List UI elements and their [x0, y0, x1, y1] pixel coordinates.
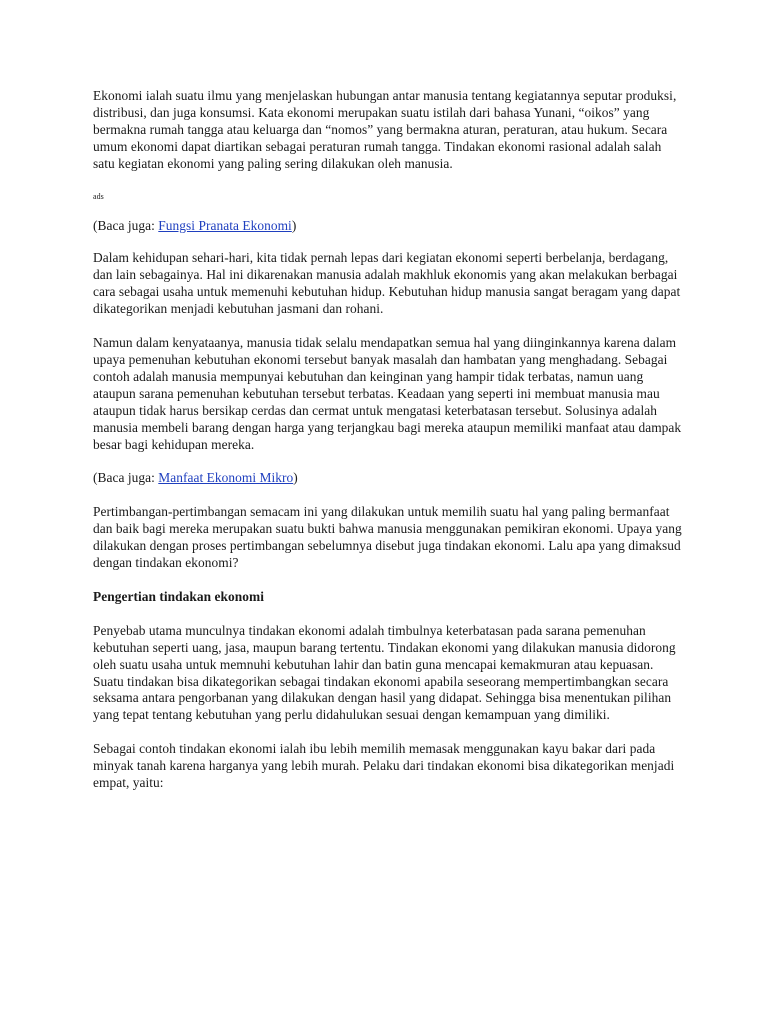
paragraph-causes: Penyebab utama munculnya tindakan ekonomi adalah timbulnya keterbatasan pada sarana pemenuhan kebutuhan seperti uang, jasa, maupun barang tertentu. Tindakan ekonomi yang dilakukan manusia didorong oleh suatu usaha untuk memnuhi kebutuhan lahir dan batin guna mencapai kemakmuran atau kepuasan. Suatu tindakan bisa dikategorikan sebagai tindakan ekonomi apabila seseorang mempertimbangkan secara seksama antara pengorbanan yang dilakukan dengan hasil yang didapat. Sehingga bisa menentukan pilihan yang tepat tentang kebutuhan yang perlu didahulukan sesuai dengan kemampuan yang dimiliki.	[93, 622, 676, 723]
paragraph-example: Sebagai contoh tindakan ekonomi ialah ibu lebih memilih memasak menggunakan kayu bakar dari pada minyak tanah karena harganya yang lebih murah. Pelaku dari tindakan ekonomi bisa dikategorikan menjadi empat, yaitu:	[93, 741, 675, 791]
read-also-manfaat-mikro	[93, 470, 683, 487]
paragraph-considerations: Pertimbangan-pertimbangan semacam ini yang dilakukan untuk memilih suatu hal yang paling bermanfaat dan baik bagi mereka merupakan suatu bukti bahwa manusia menggunakan pemikiran ekonomi. Upaya yang dilakukan dengan proses pertimbangan sebelumnya disebut juga tindakan ekonomi. Lalu apa yang dimaksud dengan tindakan ekonomi?	[93, 504, 682, 571]
ads-label: ads	[93, 191, 104, 201]
paragraph-intro: Ekonomi ialah suatu ilmu yang menjelaskan hubungan antar manusia tentang kegiatannya seputar produksi, distribusi, dan juga konsumsi. Kata ekonomi merupakan suatu istilah dari bahasa Yunani, “oikos” yang bermakna rumah tangga atau keluarga dan “nomos” yang bermakna aturan, peraturan, atau hukum. Secara umum ekonomi dapat diartikan sebagai peraturan rumah tangga. Tindakan ekonomi rasional adalah salah satu kegiatan ekonomi yang paling sering dilakukan oleh manusia.	[93, 88, 677, 171]
read-also-fungsi-pranata	[93, 218, 683, 235]
link-manfaat-ekonomi-mikro[interactable]: Manfaat Ekonomi Mikro	[158, 470, 294, 486]
link-fungsi-pranata-ekonomi[interactable]: Fungsi Pranata Ekonomi	[158, 217, 292, 233]
read-also-suffix: )	[293, 470, 298, 486]
article-body	[93, 88, 683, 792]
read-also-prefix: (Baca juga:	[93, 217, 159, 233]
paragraph-reality: Namun dalam kenyataanya, manusia tidak selalu mendapatkan semua hal yang diinginkannya karena dalam upaya pemenuhan kebutuhan ekonomi tersebut banyak masalah dan hambatan yang menghadang. Sebagai contoh adalah manusia mempunyai kebutuhan dan keinginan yang hampir tidak terbatas, namun uang ataupun sarana pemenuhan kebutuhan tersebut terbatas. Keadaan yang seperti ini membuat manusia mau ataupun tidak harus bersikap cerdas dan cermat untuk mengatasi keterbatasan tersebut. Solusinya adalah manusia membeli barang dengan harga yang terjangkau bagi mereka ataupun memiliki manfaat atau dampak besar bagi kehidupan mereka.	[93, 335, 682, 452]
read-also-suffix: )	[291, 217, 297, 233]
read-also-prefix: (Baca juga:	[93, 470, 159, 486]
section-heading: Pengertian tindakan ekonomi	[93, 588, 264, 604]
paragraph-daily-life: Dalam kehidupan sehari-hari, kita tidak pernah lepas dari kegiatan ekonomi seperti berbelanja, berdagang, dan lain sebagainya. Hal ini dikarenakan manusia adalah makhluk ekonomis yang akan melakukan berbagai cara sebagai usaha untuk memenuhi kebutuhan hidup. Kebutuhan hidup manusia sangat beragam yang dapat dikategorikan menjadi kebutuhan jasmani dan rohani.	[93, 250, 681, 317]
